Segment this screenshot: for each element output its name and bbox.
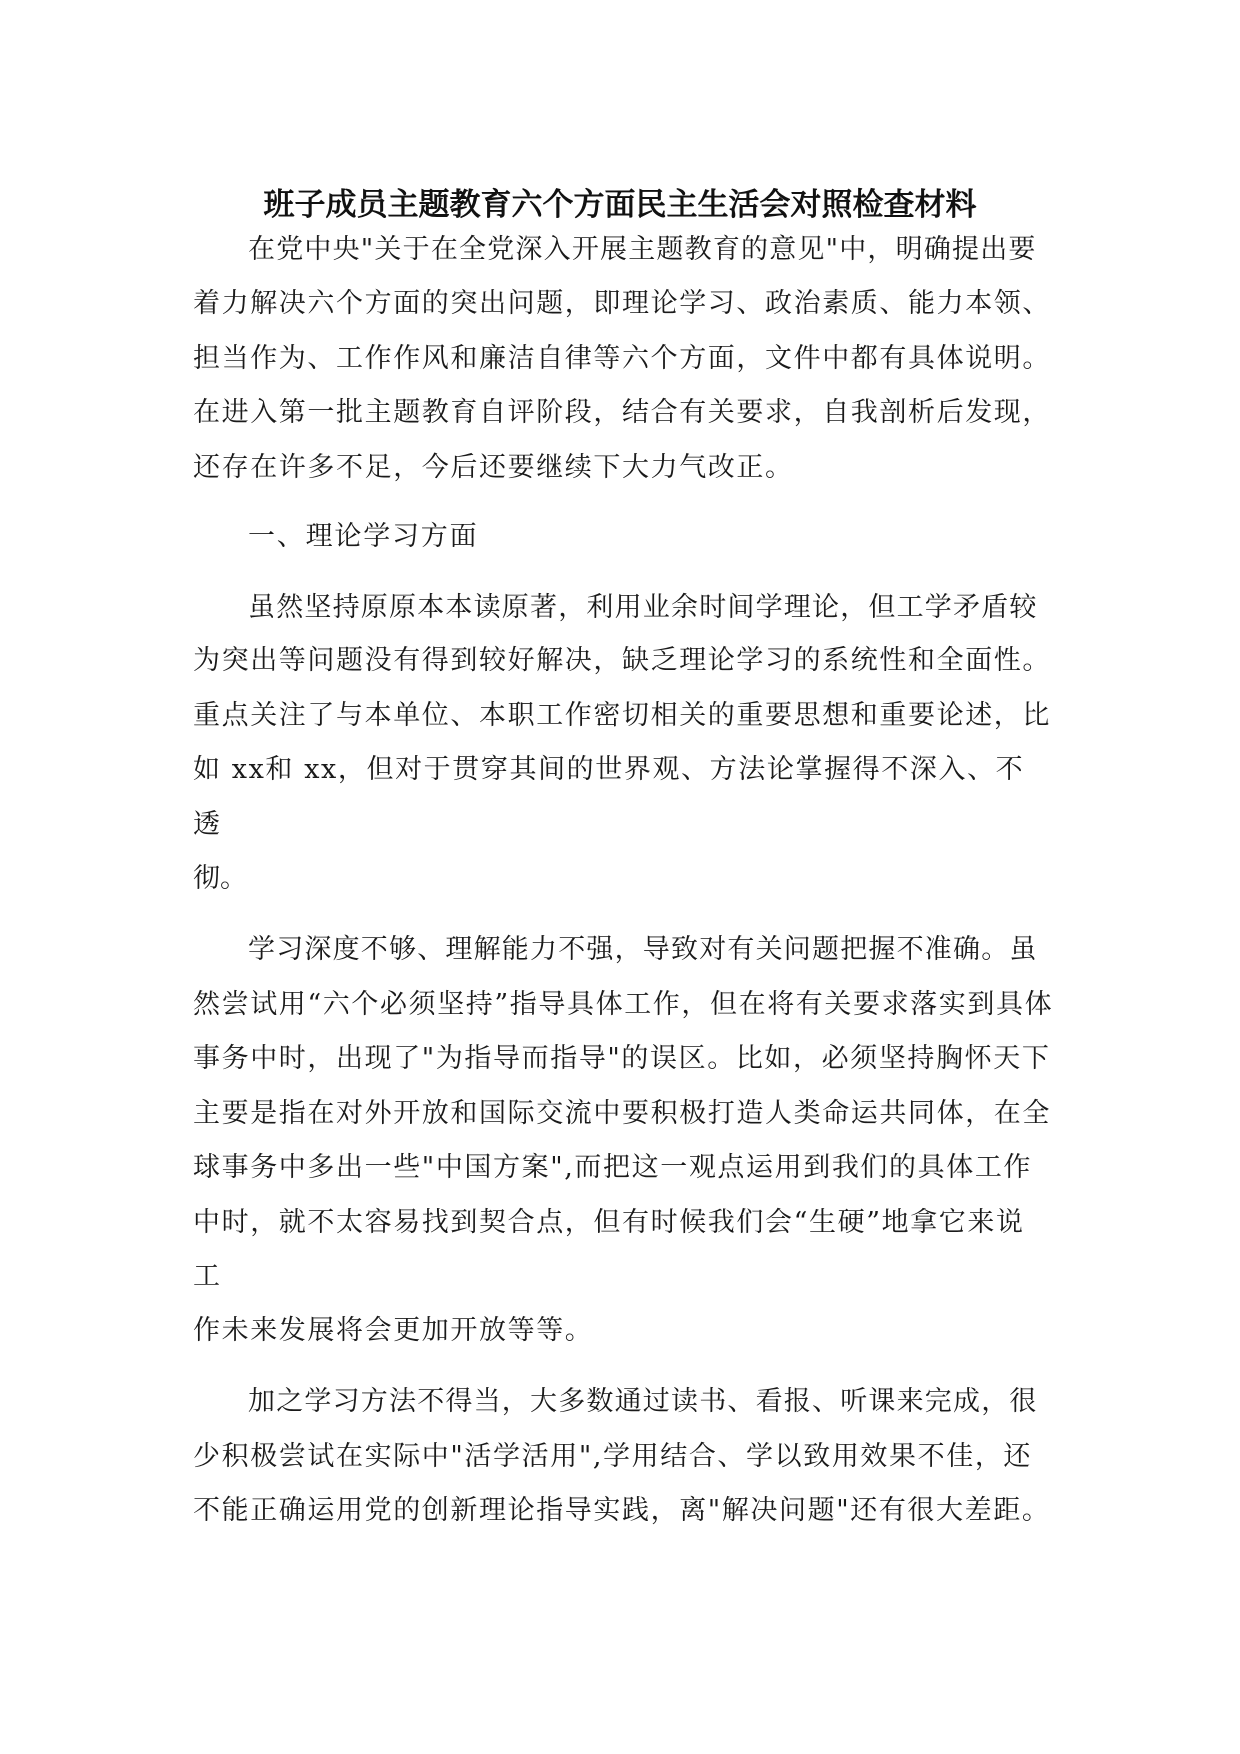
text-line: 在党中央"关于在全党深入开展主题教育的意见"中，明确提出要 — [248, 234, 1037, 265]
document-title: 班子成员主题教育六个方面民主生活会对照检查材料 — [263, 187, 977, 223]
text-line: 透 — [193, 809, 220, 840]
text-line: 然尝试用“六个必须坚持”指导具体工作，但在将有关要求落实到具体 — [193, 989, 1054, 1020]
text-line: 为突出等问题没有得到较好解决，缺乏理论学习的系统性和全面性。 — [193, 645, 1051, 676]
text-line: 加之学习方法不得当，大多数通过读书、看报、听课来完成，很 — [248, 1386, 1038, 1417]
text-line: 如 xx和 xx，但对于贯穿其间的世界观、方法论掌握得不深入、不 — [193, 754, 1025, 785]
text-line: 事务中时，出现了"为指导而指导"的误区。比如，必须坚持胸怀天下 — [193, 1043, 1051, 1074]
text-line: 担当作为、工作作风和廉洁自律等六个方面，文件中都有具体说明。 — [193, 343, 1051, 374]
text-line: 中时，就不太容易找到契合点，但有时候我们会“生硬”地拿它来说 — [193, 1207, 1025, 1238]
text-line: 重点关注了与本单位、本职工作密切相关的重要思想和重要论述，比 — [193, 700, 1051, 731]
text-line: 着力解决六个方面的突出问题，即理论学习、政治素质、能力本领、 — [193, 288, 1051, 319]
text-line: 少积极尝试在实际中"活学活用",学用结合、学以致用效果不佳，还 — [193, 1441, 1033, 1472]
text-line: 在进入第一批主题教育自评阶段，结合有关要求，自我剖析后发现， — [193, 397, 1051, 428]
text-line: 不能正确运用党的创新理论指导实践，离"解决问题"还有很大差距。 — [193, 1495, 1051, 1526]
text-line: 球事务中多出一些"中国方案",而把这一观点运用到我们的具体工作 — [193, 1152, 1033, 1183]
text-line: 彻。 — [193, 863, 247, 894]
text-line: 工 — [193, 1261, 220, 1292]
text-line: 还存在许多不足，今后还要继续下大力气改正。 — [193, 452, 794, 483]
heading-line: 一、理论学习方面 — [248, 521, 479, 552]
text-line: 学习深度不够、理解能力不强，导致对有关问题把握不准确。虽 — [248, 934, 1038, 965]
text-line: 主要是指在对外开放和国际交流中要积极打造人类命运共同体，在全 — [193, 1098, 1051, 1129]
text-line: 虽然坚持原原本本读原著，利用业余时间学理论，但工学矛盾较 — [248, 592, 1038, 623]
text-line: 作未来发展将会更加开放等等。 — [193, 1315, 594, 1346]
